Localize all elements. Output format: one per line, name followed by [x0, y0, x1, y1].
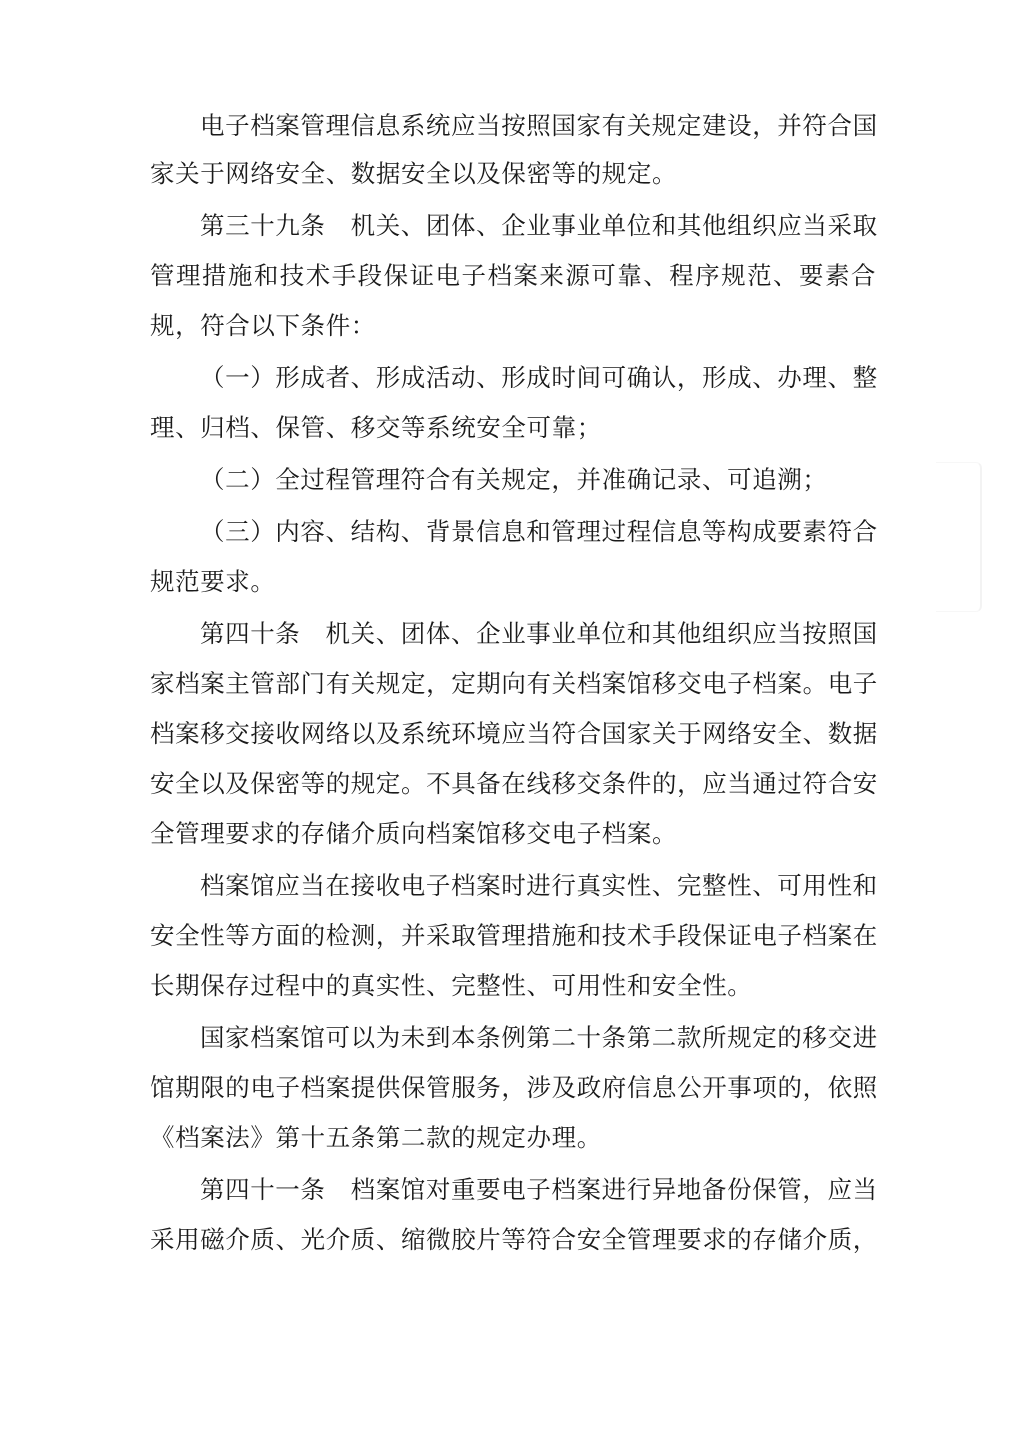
list-item-line: （三）内容、结构、背景信息和管理过程信息等构成要素符合 — [200, 517, 878, 546]
paragraph-line: 档案移交接收网络以及系统环境应当符合国家关于网络安全、数据 — [150, 719, 878, 748]
paragraph-line: 全管理要求的存储介质向档案馆移交电子档案。 — [150, 819, 678, 848]
page-edge-shadow — [936, 462, 982, 612]
list-item-line: 规范要求。 — [150, 567, 276, 596]
paragraph-line: 安全以及保密等的规定。不具备在线移交条件的，应当通过符合安 — [150, 769, 878, 798]
paragraph-line: 电子档案管理信息系统应当按照国家有关规定建设，并符合国 — [200, 111, 878, 140]
list-item-line: （二）全过程管理符合有关规定，并准确记录、可追溯； — [200, 465, 828, 494]
paragraph-line: 采用磁介质、光介质、缩微胶片等符合安全管理要求的存储介质， — [150, 1225, 878, 1254]
paragraph-line: 档案馆应当在接收电子档案时进行真实性、完整性、可用性和 — [200, 871, 878, 900]
paragraph-line: 馆期限的电子档案提供保管服务，涉及政府信息公开事项的，依照 — [150, 1073, 878, 1102]
article-41-line: 第四十一条 档案馆对重要电子档案进行异地备份保管，应当 — [200, 1175, 878, 1204]
list-item-line: （一）形成者、形成活动、形成时间可确认，形成、办理、整 — [200, 363, 878, 392]
article-40-line: 第四十条 机关、团体、企业事业单位和其他组织应当按照国 — [200, 619, 878, 648]
paragraph-line: 安全性等方面的检测，并采取管理措施和技术手段保证电子档案在 — [150, 921, 878, 950]
paragraph-line: 长期保存过程中的真实性、完整性、可用性和安全性。 — [150, 971, 753, 1000]
paragraph-line: 家档案主管部门有关规定，定期向有关档案馆移交电子档案。电子 — [150, 669, 878, 698]
paragraph-line: 家关于网络安全、数据安全以及保密等的规定。 — [150, 159, 678, 188]
paragraph-line: 《档案法》第十五条第二款的规定办理。 — [150, 1123, 602, 1152]
paragraph-line: 管理措施和技术手段保证电子档案来源可靠、程序规范、要素合 — [150, 261, 876, 290]
article-39-line: 第三十九条 机关、团体、企业事业单位和其他组织应当采取 — [200, 211, 878, 240]
list-item-line: 理、归档、保管、移交等系统安全可靠； — [150, 413, 602, 442]
paragraph-line: 国家档案馆可以为未到本条例第二十条第二款所规定的移交进 — [200, 1023, 878, 1052]
paragraph-line: 规，符合以下条件： — [150, 311, 376, 340]
